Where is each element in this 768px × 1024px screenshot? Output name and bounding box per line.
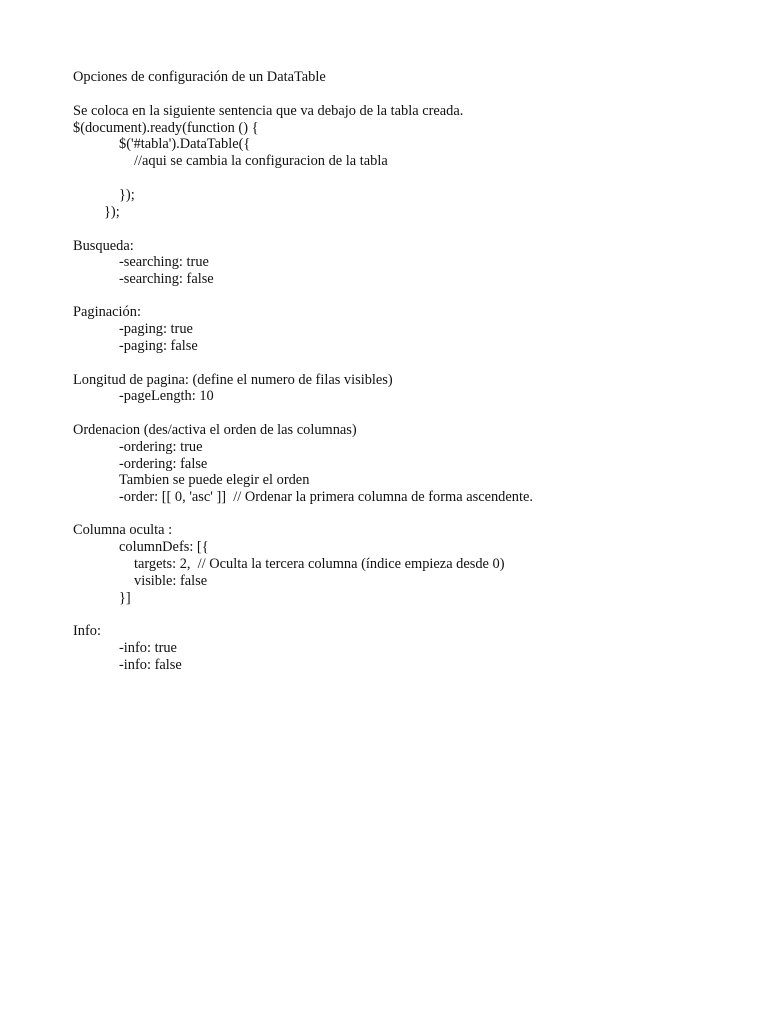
code-line: columnDefs: [{ [119,539,209,555]
option-item: -searching: true [119,254,209,270]
intro-sentence: Se coloca en la siguiente sentencia que va debajo de la tabla creada. [73,103,464,119]
option-item: -pageLength: 10 [119,388,214,404]
document-title: Opciones de configuración de un DataTable [73,69,326,85]
section-heading-ordenacion: Ordenacion (des/activa el orden de las columnas) [73,422,357,438]
section-heading-busqueda: Busqueda: [73,238,134,254]
option-item: -paging: true [119,321,193,337]
option-item: -info: false [119,657,182,673]
code-line: $(document).ready(function () { [73,120,259,136]
option-item: -ordering: true [119,439,203,455]
option-item: -paging: false [119,338,198,354]
code-line: }] [119,590,131,606]
option-item: -ordering: false [119,456,208,472]
option-item: -searching: false [119,271,214,287]
code-line: targets: 2, // Oculta la tercera columna (índice empieza desde 0) [134,556,505,572]
option-item: -order: [[ 0, 'asc' ]] // Ordenar la primera columna de forma ascendente. [119,489,533,505]
code-line: $('#tabla').DataTable({ [119,136,251,152]
section-heading-info: Info: [73,623,101,639]
option-item: -info: true [119,640,177,656]
code-line: visible: false [134,573,208,589]
section-heading-paginacion: Paginación: [73,304,141,320]
code-line: }); [119,187,135,203]
code-line: //aqui se cambia la configuracion de la tabla [134,153,388,169]
code-line: }); [104,204,120,220]
section-heading-columna-oculta: Columna oculta : [73,522,173,538]
option-item: Tambien se puede elegir el orden [119,472,310,488]
section-heading-longitud: Longitud de pagina: (define el numero de filas visibles) [73,372,393,388]
